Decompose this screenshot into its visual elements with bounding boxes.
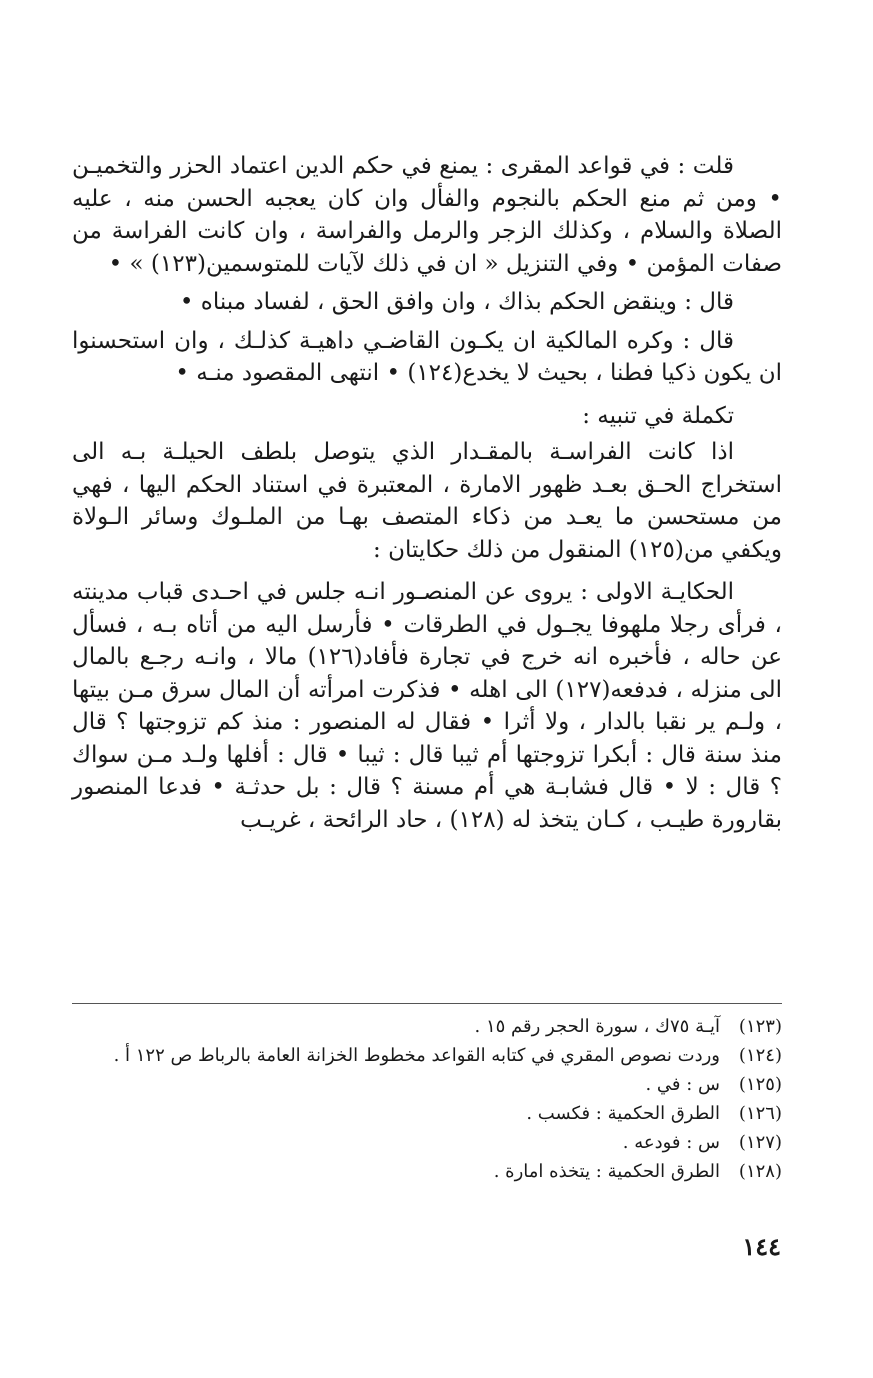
footnote-text: وردت نصوص المقري في كتابه القواعد مخطوط الخزانة العامة بالرباط ص ١٢٢ أ . xyxy=(113,1045,720,1066)
main-text xyxy=(72,150,782,836)
footnote-number: (١٢٧) xyxy=(738,1132,782,1153)
footnote-number: (١٢٣) xyxy=(738,1016,782,1037)
section-heading: تكملة في تنبيه : xyxy=(582,402,734,429)
footnote-item xyxy=(72,1012,782,1041)
paragraph-2: قال : وينقض الحكم بذاك ، وان وافق الحق ، لفساد مبناه • xyxy=(179,289,734,315)
footnote-text: الطرق الحكمية : يتخذه امارة . xyxy=(493,1161,720,1182)
footnote-number: (١٢٥) xyxy=(738,1074,782,1095)
paragraph-5: الحكايـة الاولى : يروى عن المنصـور انـه جلس في احـدى قباب مدينته ، فرأى رجلا ملهوفا يجـول في الطرقات • فأرسل اليه من أتاه بـه ، فسأل عن حاله ، فأخبره انه خرج في تجارة فأفاد(١٢٦) مالا ، وانـه رجـع بالمال الى منزله ، فدفعه(١٢٧) الى اهله • فذكرت امرأته أن المال سرق مـن بيتها ، ولـم ير نقبا بالدار ، ولا أثرا • فقال له المنصور : منذ كم تزوجتها ؟ قال منذ سنة قال : أبكرا تزوجتها أم ثيبا قال : ثيبا • قال : أفلها ولـد مـن سواك ؟ قال : لا • قال فشابـة هي أم مسنة ؟ قال : بل حدثـة • فدعا المنصور بقارورة طيـب ، كـان يتخذ له (١٢٨) ، حاد الرائحة ، غريـب xyxy=(72,579,783,833)
footnote-text: س : في . xyxy=(645,1074,720,1095)
footnote-number: (١٢٦) xyxy=(738,1103,782,1124)
footnote-item xyxy=(72,1041,782,1070)
footnote-text: الطرق الحكمية : فكسب . xyxy=(526,1103,720,1124)
footnote-text: س : فودعه . xyxy=(622,1132,720,1153)
page-number: ١٤٤ xyxy=(742,1232,781,1261)
footnote-text: آيـة ٧٥ك ، سورة الحجر رقم ١٥ . xyxy=(474,1016,720,1037)
footnote-number: (١٢٤) xyxy=(738,1045,782,1066)
footnote-item xyxy=(72,1128,782,1157)
footnote-number: (١٢٨) xyxy=(738,1161,782,1182)
footnote-item xyxy=(72,1157,782,1186)
paragraph-1: قلت : في قواعد المقرى : يمنع في حكم الدين اعتماد الحزر والتخميـن • ومن ثم منع الحكم بالنجوم والفأل وان كان يعجبه الحسن منه ، عليه الصلاة والسلام ، وكذلك الزجر والرمل والفراسة ، وان كانت الفراسة من صفات المؤمن • وفي التنزيل « ان في ذلك لآيات للمتوسمين(١٢٣) » • xyxy=(72,153,782,277)
footnote-item xyxy=(72,1070,782,1099)
paragraph-4: اذا كانت الفراسـة بالمقـدار الذي يتوصل بلطف الحيلـة بـه الى استخراج الحـق بعـد ظهور الامارة ، المعتبرة في استناد الحكم اليها ، فهي من مستحسن ما يعـد من ذكاء المتصف بهـا من الملـوك وسائر الـولاة ويكفي من(١٢٥) المنقول من ذلك حكايتان : xyxy=(72,439,782,563)
footnote-separator xyxy=(72,1003,782,1004)
footnotes xyxy=(72,1012,782,1186)
paragraph-3: قال : وكره المالكية ان يكـون القاضـي داهيـة كذلـك ، وان استحسنوا ان يكون ذكيا فطنا ، بحيث لا يخدع(١٢٤) • انتهى المقصود منـه • xyxy=(72,327,782,386)
footnote-item xyxy=(72,1099,782,1128)
